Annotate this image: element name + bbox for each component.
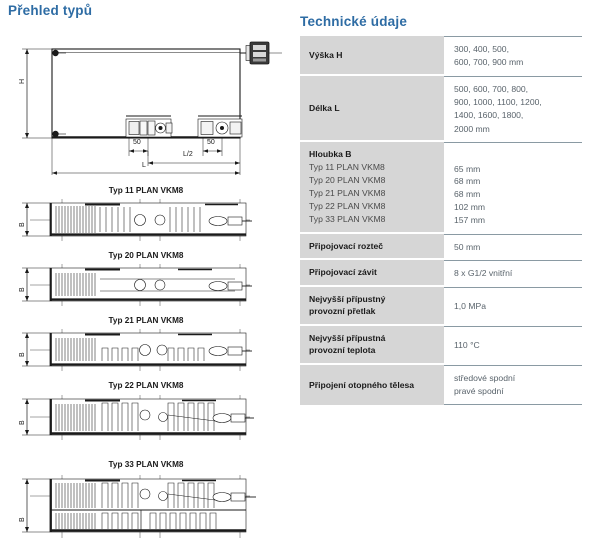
row-label-max-temperature [300, 326, 444, 365]
depth-heading: Hloubka B [309, 148, 352, 159]
drawings-panel [0, 0, 292, 542]
table-row-connection-type [300, 365, 582, 406]
row-value-connection-spacing: 50 mm [444, 234, 582, 260]
drawing-caption-typ-33: Typ 33 PLAN VKM8 [108, 460, 184, 469]
depth-type-value: 68 mm [454, 176, 481, 187]
dim-label-height: H [19, 78, 26, 84]
dim-label-depth-typ-22: B [19, 420, 26, 425]
drawing-caption-typ-21: Typ 21 PLAN VKM8 [108, 316, 184, 325]
value-line: 600, 700, 900 mm [454, 57, 524, 68]
row-value-depth [444, 142, 582, 234]
depth-type-value: 65 mm [454, 163, 481, 174]
value-line: pravé spodní [454, 385, 504, 396]
row-label-connection-thread: Připojovací závit [300, 260, 444, 286]
depth-type-value: 68 mm [454, 189, 481, 200]
value-line: 900, 1000, 1100, 1200, [454, 96, 542, 107]
row-value-length [444, 76, 582, 142]
drawing-section-typ-20 [0, 261, 292, 309]
drawing-caption-typ-11: Typ 11 PLAN VKM8 [108, 186, 184, 195]
depth-type-name: Typ 33 PLAN VKM8 [309, 213, 386, 224]
table-row-max-pressure [300, 287, 582, 326]
row-label-connection-type: Připojení otopného tělesa [300, 365, 444, 406]
table-row-connection-spacing [300, 234, 582, 260]
dim-label-offset-right: 50 [207, 139, 215, 146]
label-line: provozní teplota [309, 345, 376, 356]
table-row-max-temperature [300, 326, 582, 365]
page-title-types: Přehled typů [8, 3, 93, 18]
row-label-max-pressure [300, 287, 444, 326]
drawing-section-typ-22 [0, 391, 292, 443]
row-value-connection-thread: 8 x G1/2 vnitřní [444, 260, 582, 286]
dim-label-half-length: L/2 [183, 151, 193, 158]
dim-label-depth-typ-33: B [19, 517, 26, 522]
drawing-caption-typ-20: Typ 20 PLAN VKM8 [108, 251, 184, 260]
table-row-length [300, 76, 582, 142]
label-line: Nejvyšší přípustná [309, 332, 386, 343]
value-line: 2000 mm [454, 123, 490, 134]
value-line: 300, 400, 500, [454, 44, 509, 54]
value-line: středové spodní [454, 372, 516, 383]
drawing-section-typ-11 [0, 196, 292, 244]
depth-type-name: Typ 21 PLAN VKM8 [309, 188, 386, 199]
dim-label-depth-typ-21: B [19, 352, 26, 357]
value-line: 500, 600, 700, 800, [454, 83, 529, 94]
drawing-section-typ-33 [0, 470, 292, 542]
table-row-depth [300, 142, 582, 234]
depth-type-value: 102 mm [454, 202, 486, 213]
row-value-max-pressure: 1,0 MPa [444, 287, 582, 326]
technical-data-table [300, 36, 582, 405]
row-value-height [444, 36, 582, 76]
depth-type-name: Typ 20 PLAN VKM8 [309, 175, 386, 186]
drawing-caption-typ-22: Typ 22 PLAN VKM8 [108, 381, 184, 390]
drawing-section-typ-21 [0, 326, 292, 374]
table-row-connection-thread [300, 260, 582, 286]
value-line: 1400, 1600, 1800, [454, 110, 524, 121]
depth-type-value: 157 mm [454, 215, 486, 226]
row-label-length: Délka L [300, 76, 444, 142]
row-value-max-temperature: 110 °C [444, 326, 582, 365]
row-label-depth [300, 142, 444, 234]
label-line: Nejvyšší přípustný [309, 293, 386, 304]
dim-label-depth-typ-20: B [19, 287, 26, 292]
row-label-connection-spacing: Připojovací rozteč [300, 234, 444, 260]
drawing-front-view [0, 20, 292, 180]
row-value-connection-type [444, 365, 582, 406]
dim-label-depth-typ-11: B [19, 222, 26, 227]
dim-label-length: L [142, 162, 146, 169]
dim-label-offset-left: 50 [133, 139, 141, 146]
depth-type-name: Typ 11 PLAN VKM8 [309, 162, 385, 173]
label-line: provozní přetlak [309, 306, 376, 317]
page-title-technical-data: Technické údaje [300, 14, 408, 29]
depth-type-name: Typ 22 PLAN VKM8 [309, 201, 386, 211]
table-row-height [300, 36, 582, 76]
row-label-height: Výška H [300, 36, 444, 76]
